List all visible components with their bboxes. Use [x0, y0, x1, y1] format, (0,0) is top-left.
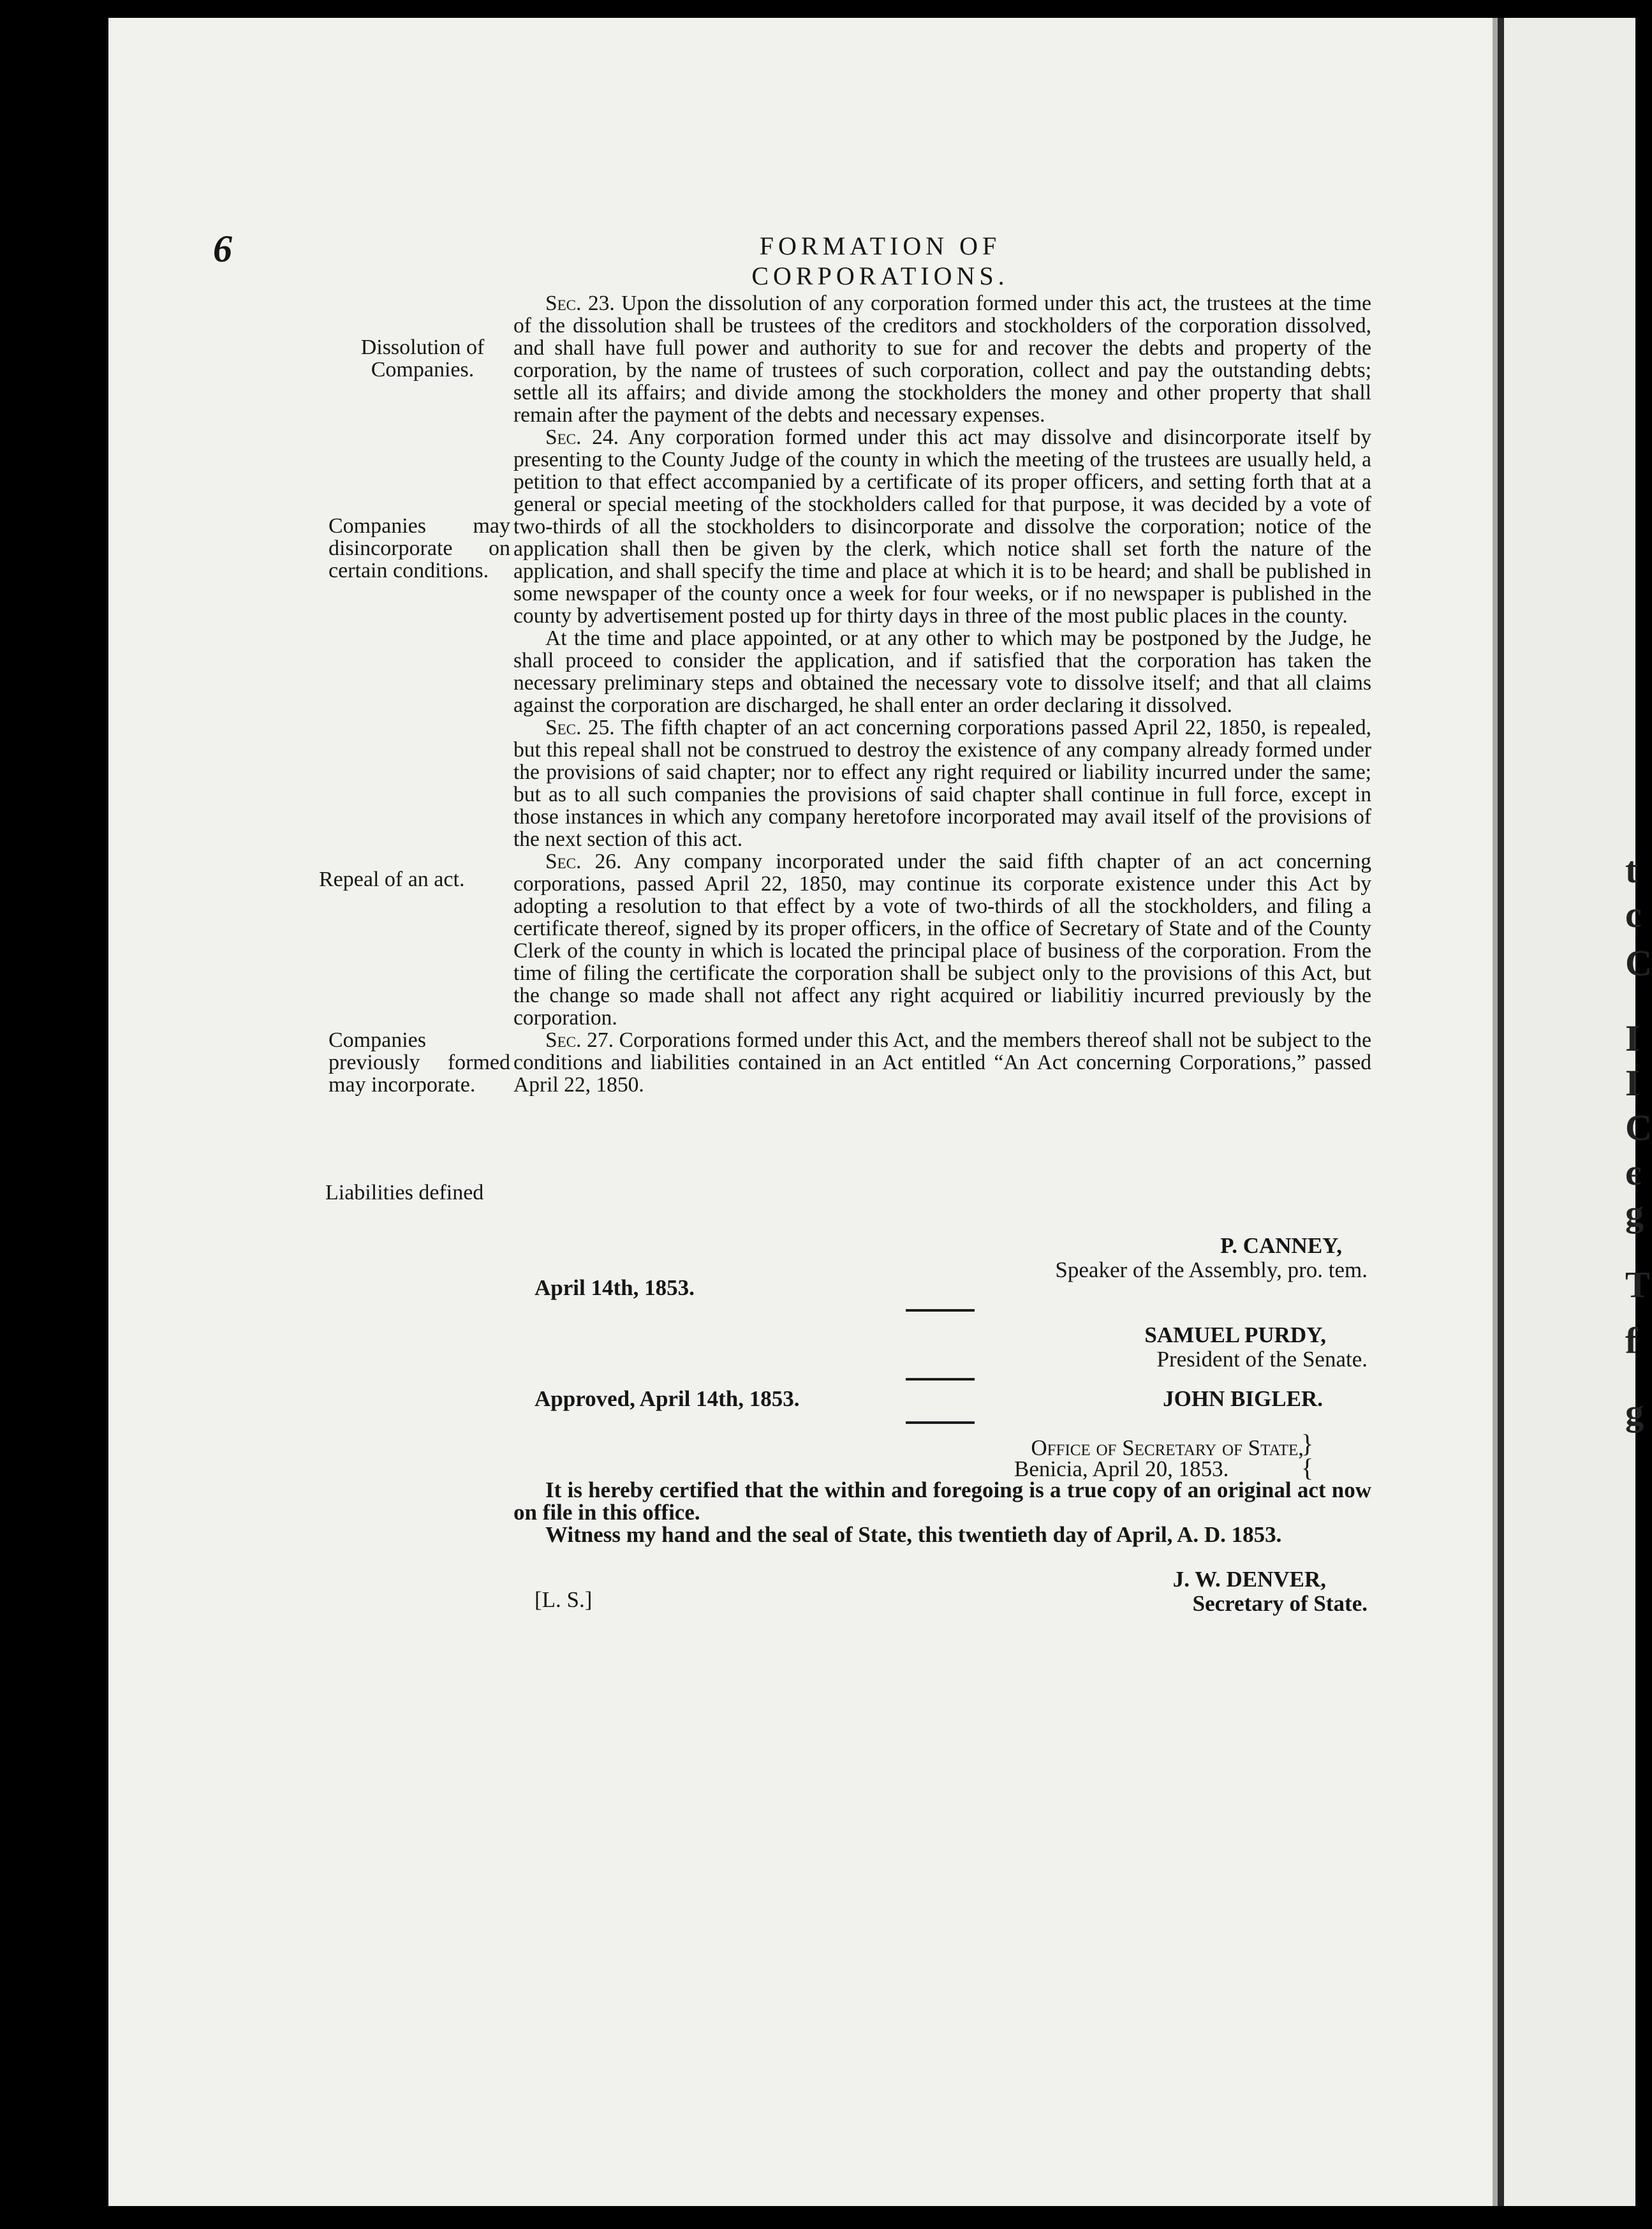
section-23 — [513, 292, 1371, 426]
margin-note-disincorporate: Companies may disincorporate on certain conditions. — [328, 514, 510, 582]
section-24-continued — [513, 627, 1371, 716]
certificate-text — [513, 1479, 1371, 1546]
margin-note-repeal: Repeal of an act. — [319, 868, 465, 891]
date-line: April 14th, 1853. — [535, 1275, 695, 1300]
facing-fragment: є — [1625, 1152, 1642, 1193]
canney-title: Speaker of the Assembly, pro. tem. — [1055, 1257, 1368, 1282]
main-text-block — [513, 292, 1371, 1096]
running-head: FORMATION OF CORPORATIONS. — [751, 232, 1009, 290]
book-gutter — [1498, 18, 1504, 2206]
denver-signature: J. W. DENVER, — [1172, 1567, 1326, 1592]
bigler-signature: JOHN BIGLER. — [1163, 1386, 1323, 1411]
section-label: Sec. 23. — [545, 292, 615, 315]
facing-fragment: g — [1625, 1192, 1644, 1234]
facing-fragment: C — [1625, 942, 1652, 984]
section-text: Any corporation formed under this act may dissolve and disincorporate itself by presenting to the County Judge of the county in which the meeting of the trustees are usually held, a petition to that effect accompanied by a certificate of its proper officers, and setting forth that at a general or special meeting of the stockholders called for that purpose, it was decided by a vote of two-thirds of all the stockholders to disincorporate and dissolve the corporation; notice of the application shall then be given by the clerk, which notice shall set forth the nature of the application, and shall specify the time and place at which it is to be heard; and shall be published in some newspaper of the county once a week for four weeks, or if no newspaper is published in the county by advertisement posted up for thirty days in three of the most public places in the county. — [513, 426, 1372, 628]
facing-page-edge — [1504, 18, 1652, 2206]
witness-statement: Witness my hand and the seal of State, this twentieth day of April, A. D. 1853. — [545, 1522, 1282, 1547]
section-24 — [513, 426, 1371, 627]
margin-note-dissolution: Dissolution of Companies. — [360, 336, 485, 381]
separator-rule — [906, 1421, 975, 1424]
brace-mark: } { — [1301, 1429, 1314, 1482]
facing-fragment: C — [1625, 1107, 1652, 1148]
denver-title: Secretary of State. — [1192, 1591, 1368, 1616]
section-label: Sec. 26. — [545, 850, 622, 873]
purdy-title: President of the Senate. — [1156, 1347, 1368, 1372]
page-number: 6 — [213, 228, 232, 270]
purdy-signature: SAMUEL PURDY, — [1144, 1322, 1326, 1347]
section-label: Sec. 25. — [545, 716, 615, 739]
section-text: Upon the dissolution of any corporation formed under this act, the trustees at the time of the dissolution shall be trustees of the creditors and stockholders of the corporation dissolved, and shall have full power and authority to sue for and recover the debts and property of the corporation, by the name of trustees of such corporation, collect and pay the outstanding debts; settle all its affairs; and divide among the stockholders the money and other property that shall remain after the payment of the debts and necessary expenses. — [513, 292, 1371, 427]
section-text: The fifth chapter of an act concerning corporations passed April 22, 1850, is repealed, but this repeal shall not be construed to destroy the existence of any company already formed under the provisions of said chapter; nor to effect any right required or liability incurred under the same; but as to all such companies the provisions of said chapter shall continue in full force, except in those instances in which any company heretofore incorporated may avail itself of the provisions of the next section of this act. — [513, 716, 1371, 851]
seal-mark: [L. S.] — [535, 1587, 593, 1612]
section-25 — [513, 716, 1371, 850]
facing-fragment: c — [1625, 894, 1642, 935]
canney-signature: P. CANNEY, — [1220, 1233, 1342, 1258]
margin-note-previously-formed: Companies previously formed may incorporate. — [328, 1028, 510, 1097]
section-27 — [513, 1029, 1371, 1096]
facing-fragment: f — [1625, 1320, 1638, 1361]
approved-line: Approved, April 14th, 1853. — [535, 1386, 800, 1411]
section-text: Corporations formed under this Act, and the members thereof shall not be subject to the conditions and liabilities contained in an Act entitled “An Act concerning Corporations,” passed April 22, 1850. — [513, 1028, 1371, 1097]
office-line: Office of Secretary of State, — [1031, 1435, 1304, 1460]
section-label: Sec. 24. — [545, 426, 619, 449]
certified-statement: It is hereby certified that the within and foregoing is a true copy of an original act now on file in this office. — [513, 1477, 1371, 1525]
facing-fragment: I — [1625, 1062, 1640, 1104]
section-text: Any company incorporated under the said fifth chapter of an act concerning corporations, passed April 22, 1850, may continue its corporate existence under this Act by adopting a resolution to that effect by a vote of two-thirds of all the stockholders, and filing a certificate thereof, signed by its proper officers, in the office of Secretary of State and of the County Clerk of the county in which is located the principal place of business of the corporation. From the time of filing the certificate the corporation shall be subject only to the provisions of this Act, but the change so made shall not affect any right acquired or liabilitiy incurred previously by the corporation. — [513, 850, 1371, 1030]
separator-rule — [906, 1309, 975, 1312]
facing-fragment: t — [1625, 849, 1638, 891]
facing-fragment: g — [1625, 1391, 1644, 1433]
facing-fragment: I — [1625, 1018, 1640, 1059]
section-26 — [513, 850, 1371, 1029]
section-label: Sec. 27. — [545, 1028, 614, 1052]
separator-rule — [906, 1378, 975, 1381]
margin-note-liabilities: Liabilities defined — [325, 1181, 484, 1204]
office-place-date: Benicia, April 20, 1853. — [1014, 1456, 1229, 1481]
section-text: At the time and place appointed, or at any other to which may be postponed by the Judge, he shall proceed to consider the application, and if satisfied that the corporation has taken the necessary preliminary steps and obtained the necessary vote to dissolve itself; and that all claims against the corporation are discharged, he shall enter an order declaring it dissolved. — [513, 626, 1371, 717]
facing-fragment: T — [1625, 1264, 1650, 1305]
